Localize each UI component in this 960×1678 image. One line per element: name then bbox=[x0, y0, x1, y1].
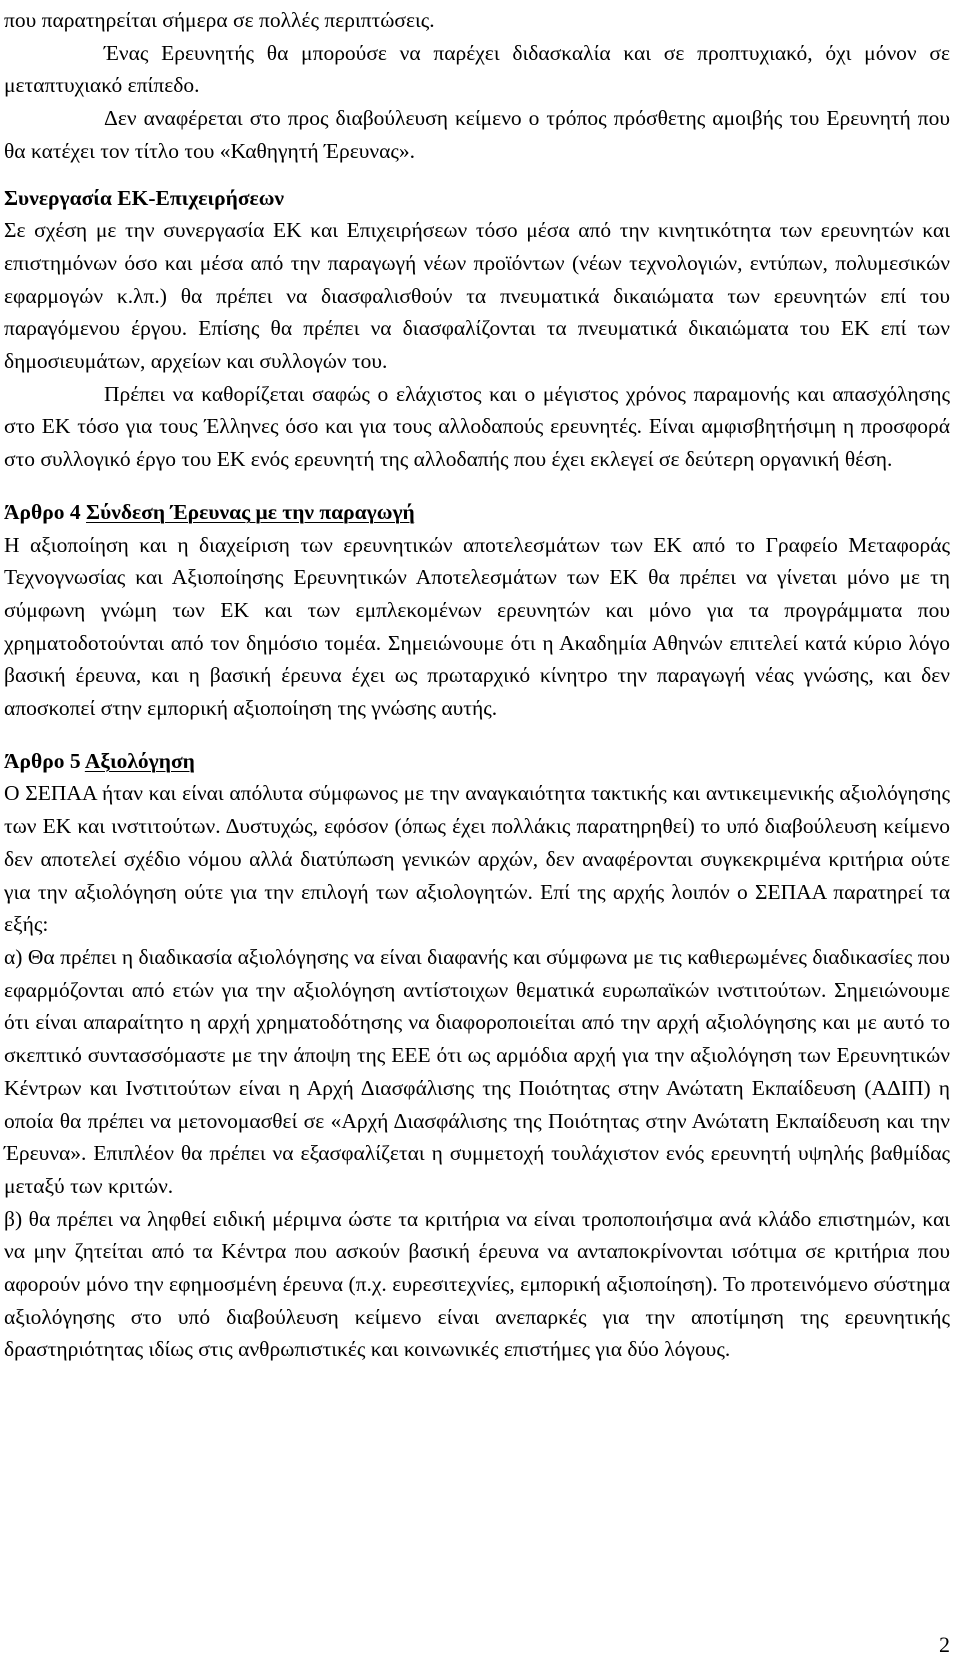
article-heading bbox=[4, 745, 950, 778]
spacer bbox=[4, 725, 950, 745]
article-title: Αξιολόγηση bbox=[84, 748, 195, 773]
article-title: Σύνδεση Έρευνας με την παραγωγή bbox=[86, 499, 415, 524]
page-number: 2 bbox=[939, 1632, 950, 1657]
article-heading bbox=[4, 496, 950, 529]
section-heading: Συνεργασία ΕΚ-Επιχειρήσεων bbox=[4, 185, 285, 210]
spacer bbox=[4, 476, 950, 496]
paragraph: Ο ΣΕΠΑΑ ήταν και είναι απόλυτα σύμφωνος με την αναγκαιότητα τακτικής και αντικειμενικής αξιολόγησης των ΕΚ και ινστιτούτων. Δυστυχώς, εφόσον (όπως έχει πολλάκις παρατηρηθεί) το υπό διαβούλευση κείμενο δεν αποτελεί σχέδιο νόμου αλλά διατύπωση γενικών αρχών, δεν αναφέρονται συγκεκριμένα κριτήρια ούτε για την αξιολόγηση ούτε για την επιλογή των αξιολογητών. Επί της αρχής λοιπόν ο ΣΕΠΑΑ παρατηρεί τα εξής: bbox=[4, 781, 950, 937]
article-number: Άρθρο 4 bbox=[4, 499, 81, 524]
spacer bbox=[4, 168, 950, 182]
paragraph: α) Θα πρέπει η διαδικασία αξιολόγησης να είναι διαφανής και σύμφωνα με τις καθιερωμένες διαδικασίες που εφαρμόζονται από ετών για την αξιολόγηση αντίστοιχων θεματικά ευρωπαϊκών ινστιτούτων. Σημειώνουμε ότι είναι απαραίτητο η αρχή χρηματοδότησης να διαφοροποιείται από την αρχή αξιολόγησης και με αυτό το σκεπτικό συντασσόμαστε με την άποψη της ΕΕΕ ότι ως αρμόδια αρχή για την αξιολόγηση των Ερευνητικών Κέντρων και Ινστιτούτων είναι η Αρχή Διασφάλισης της Ποιότητας στην Ανώτατη Εκπαίδευση (ΑΔΙΠ) η οποία θα πρέπει να μετονομασθεί σε «Αρχή Διασφάλισης της Ποιότητας στην Ανώτατη Εκπαίδευση και την Έρευνα». Επιπλέον θα πρέπει να εξασφαλίζεται η συμμετοχή τουλάχιστον ενός ερευνητή υψηλής βαθμίδας μεταξύ των κριτών. bbox=[4, 944, 950, 1198]
paragraph: Δεν αναφέρεται στο προς διαβούλευση κείμενο ο τρόπος πρόσθετης αμοιβής του Ερευνητή που θα κατέχει τον τίτλο του «Καθηγητή Έρευνας». bbox=[4, 106, 950, 163]
paragraph: Ένας Ερευνητής θα μπορούσε να παρέχει διδασκαλία και σε προπτυχιακό, όχι μόνον σε μεταπτυχιακό επίπεδο. bbox=[4, 40, 950, 98]
paragraph: που παρατηρείται σήμερα σε πολλές περιπτώσεις. bbox=[4, 8, 435, 32]
paragraph: β) θα πρέπει να ληφθεί ειδική μέριμνα ώστε τα κριτήρια να είναι τροποποιήσιμα ανά κλάδο επιστημών, και να μην ζητείται από τα Κέντρα που ασκούν βασική έρευνα να ανταποκρίνονται ισότιμα σε κριτήρια που αφορούν μόνο την εφημοσμένη έρευνα (π.χ. ευρεσιτεχνίες, εμπορική αξιοποίηση). Το προτεινόμενο σύστημα αξιολόγησης στο υπό διαβούλευση κείμενο είναι ανεπαρκές για την αποτίμηση της ερευνητικής δραστηριότητας ιδίως στις ανθρωπιστικές και κοινωνικές επιστήμες για δύο λόγους. bbox=[4, 1206, 950, 1362]
paragraph: Η αξιοποίηση και η διαχείριση των ερευνητικών αποτελεσμάτων των ΕΚ από το Γραφείο Μεταφοράς Τεχνογνωσίας και Αξιοποίησης Ερευνητικών Αποτελεσμάτων των ΕΚ θα πρέπει να γίνεται μόνο με τη σύμφωνη γνώμη των ΕΚ και των εμπλεκομένων ερευνητών και μόνο για τα προγράμματα που χρηματοδοτούνται από τον δημόσιο τομέα. Σημειώνουμε ότι η Ακαδημία Αθηνών επιτελεί κατά κύριο λόγο βασική έρευνα, και η βασική έρευνα έχει ως πρωταρχικό κίνητρο την παραγωγή νέας γνώσης, και δεν αποσκοπεί στην εμπορική αξιοποίηση της γνώσης αυτής. bbox=[4, 532, 950, 721]
article-number: Άρθρο 5 bbox=[4, 748, 81, 773]
document-body bbox=[4, 4, 950, 1366]
paragraph: Σε σχέση με την συνεργασία ΕΚ και Επιχειρήσεων τόσο μέσα από την κινητικότητα των ερευνητών και επιστημόνων όσο και μέσα από την παραγωγή νέων προϊόντων (νέων τεχνολογιών, εντύπων, πολυμεσικών εφαρμογών κ.λπ.) θα πρέπει να διασφαλισθούν τα πνευματικά δικαιώματα των ερευνητών επί του παραγόμενου έργου. Επίσης θα πρέπει να διασφαλίζονται τα πνευματικά δικαιώματα του ΕΚ επί των δημοσιευμάτων, αρχείων και συλλογών του. bbox=[4, 218, 950, 374]
paragraph: Πρέπει να καθορίζεται σαφώς ο ελάχιστος και ο μέγιστος χρόνος παραμονής και απασχόλησης στο ΕΚ τόσο για τους Έλληνες όσο και για τους αλλοδαπούς ερευνητές. Είναι αμφισβητήσιμη η προσφορά στο συλλογικό έργο του ΕΚ ενός ερευνητή της αλλοδαπής που έχει εκλεγεί σε δεύτερη οργανική θέση. bbox=[4, 381, 950, 472]
